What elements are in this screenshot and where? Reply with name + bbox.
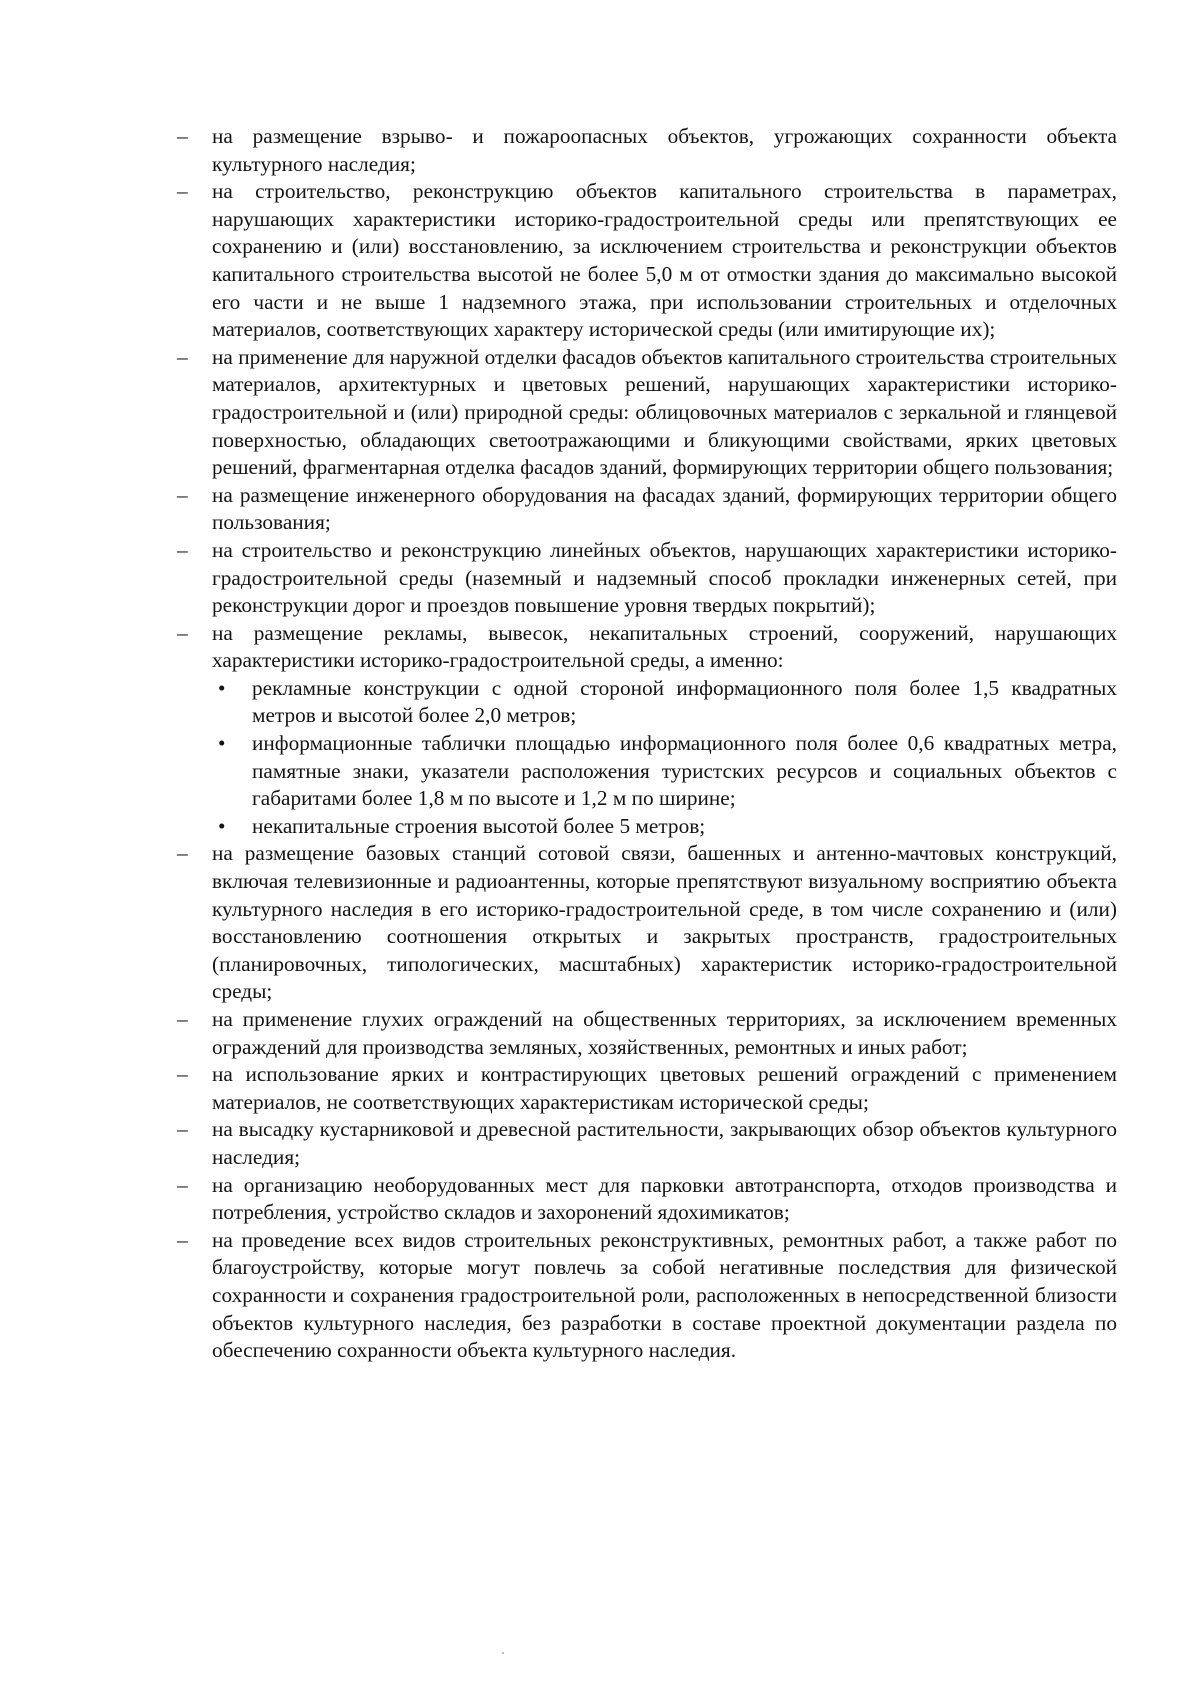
list-item	[177, 620, 1117, 841]
dash-marker: –	[177, 1007, 188, 1031]
sub-list-item	[212, 813, 1117, 841]
list-item-text: на применение для наружной отделки фасадов объектов капитального строительства строительных материалов, архитектурных и цветовых решений, нарушающих характеристики историко-градостроительной и (или) природной среды: облицовочных материалов с зеркальной и глянцевой поверхностью, обладающих светоотражающими и бликующими свойствами, ярких цветовых решений, фрагментарная отделка фасадов зданий, формирующих территории общего пользования;	[212, 344, 1117, 480]
list-item	[177, 840, 1117, 1006]
list-item	[177, 1172, 1117, 1227]
dash-marker: –	[177, 1062, 188, 1087]
advertising-sublist	[212, 675, 1117, 841]
dash-marker: –	[177, 620, 188, 645]
restrictions-list	[177, 123, 1117, 1365]
list-item	[177, 482, 1117, 537]
sub-list-item	[212, 730, 1117, 813]
bullet-marker: •	[218, 675, 226, 700]
list-item-text: на размещение рекламы, вывесок, некапитальных строений, сооружений, нарушающих характеристики историко-градостроительной среды, а именно:	[212, 620, 1117, 673]
scan-speck	[502, 1652, 504, 1654]
list-item-text: на строительство, реконструкцию объектов капитального строительства в параметрах, нарушающих характеристики историко-градостроительной среды или препятствующих ее сохранению и (или) восстановлению, за исключением строительства и реконструкции объектов капитального строительства высотой не более 5,0 м от отмостки здания до максимально высокой его части и не выше 1 надземного этажа, при использовании строительных и отделочных материалов, соответствующих характеру исторической среды (или имитирующие их);	[212, 179, 1117, 342]
list-item	[177, 537, 1117, 620]
sub-list-item-text: некапитальные строения высотой более 5 метров;	[252, 813, 706, 838]
dash-marker: –	[177, 841, 188, 866]
list-item	[177, 1227, 1117, 1365]
dash-marker: –	[177, 344, 188, 369]
list-item-text: на организацию необорудованных мест для парковки автотранспорта, отходов производства и потребления, устройство складов и захоронений ядохимикатов;	[212, 1172, 1117, 1225]
sub-list-item-text: информационные таблички площадью информационного поля более 0,6 квадратных метра, памятные знаки, указатели расположения туристских ресурсов и социальных объектов с габаритами более 1,8 м по высоте и 1,2 м по ширине;	[252, 731, 1117, 811]
list-item	[177, 123, 1117, 178]
list-item-text: на размещение базовых станций сотовой связи, башенных и антенно-мачтовых конструкций, включая телевизионные и радиоантенны, которые препятствуют визуальному восприятию объекта культурного наследия в его историко-градостроительной среде, в том числе сохранению и (или) восстановлению соотношения открытых и закрытых пространств, градостроительных (планировочных, типологических, масштабных) характеристик историко-градостроительной среды;	[212, 841, 1117, 1004]
bullet-marker: •	[218, 731, 226, 756]
dash-marker: –	[177, 482, 188, 507]
dash-marker: –	[177, 1172, 188, 1197]
list-item-text: на размещение инженерного оборудования на фасадах зданий, формирующих территории общего пользования;	[212, 482, 1117, 535]
dash-marker: –	[177, 1227, 188, 1252]
list-item	[177, 1061, 1117, 1116]
dash-marker: –	[177, 179, 188, 204]
dash-marker: –	[177, 537, 188, 562]
list-item	[177, 178, 1117, 344]
bullet-marker: •	[218, 813, 226, 838]
list-item-text: на строительство и реконструкцию линейных объектов, нарушающих характеристики историко-градостроительной среды (наземный и надземный способ прокладки инженерных сетей, при реконструкции дорог и проездов повышение уровня твердых покрытий);	[212, 537, 1117, 618]
list-item-text: на высадку кустарниковой и древесной растительности, закрывающих обзор объектов культурного наследия;	[212, 1117, 1117, 1169]
list-item-text: на применение глухих ограждений на общественных территориях, за исключением временных ограждений для производства земляных, хозяйственных, ремонтных и иных работ;	[212, 1007, 1117, 1059]
list-item	[177, 344, 1117, 482]
dash-marker: –	[177, 1117, 188, 1142]
list-item-text: на использование ярких и контрастирующих цветовых решений ограждений с применением материалов, не соответствующих характеристикам исторической среды;	[212, 1062, 1117, 1114]
document-page	[177, 123, 1117, 1365]
list-item-text: на размещение взрыво- и пожароопасных объектов, угрожающих сохранности объекта культурного наследия;	[212, 124, 1117, 176]
dash-marker: –	[177, 124, 188, 148]
sub-list-item	[212, 675, 1117, 730]
list-item-text: на проведение всех видов строительных реконструктивных, ремонтных работ, а также работ по благоустройству, которые могут повлечь за собой негативные последствия для физической сохранности и сохранения градостроительной роли, расположенных в непосредственной близости объектов культурного наследия, без разработки в составе проектной документации раздела по обеспечению сохранности объекта культурного наследия.	[212, 1227, 1117, 1363]
list-item	[177, 1116, 1117, 1171]
sub-list-item-text: рекламные конструкции с одной стороной информационного поля более 1,5 квадратных метров и высотой более 2,0 метров;	[252, 675, 1117, 728]
list-item	[177, 1006, 1117, 1061]
